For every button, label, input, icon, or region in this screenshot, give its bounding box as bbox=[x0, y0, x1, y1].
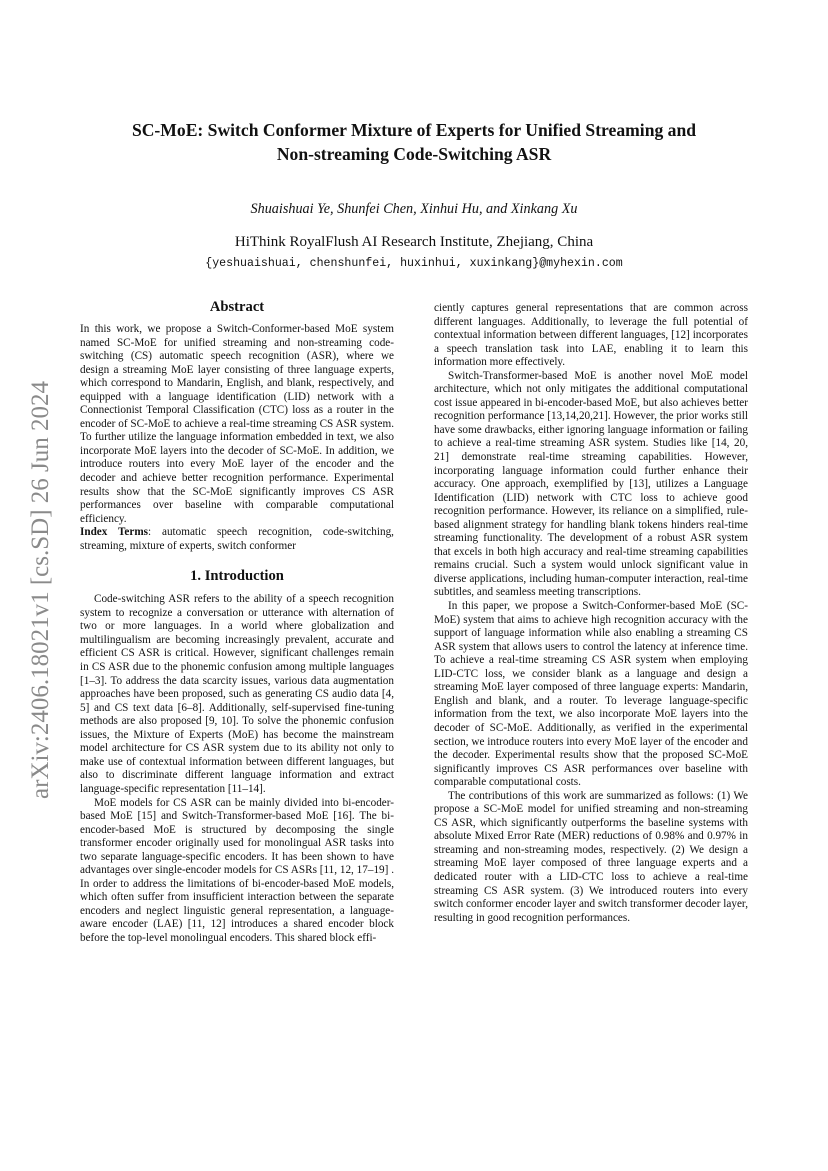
intro-paragraph: In this paper, we propose a Switch-Conformer-based MoE (SC-MoE) system that aims to achieve high recognition accuracy with the support of language information while also enabling a streaming CS ASR system that allows users to control the latency at inference time. To achieve a real-time streaming CS ASR system when employing LID-CTC loss, we consider blank as a language and design a streaming MoE layer composed of three language experts: Mandarin, English and blank, and a router. To leverage language-specific information from the text, we also incorporate MoE layers into the decoder of SC-MoE. Additionally, as verified in the experimental section, we introduce routers into every MoE layer of the encoder and the decoder. Experimental results show that the proposed SC-MoE significantly improves CS ASR performances over baseline with comparable computational costs. bbox=[434, 600, 748, 789]
contributions-paragraph: The contributions of this work are summarized as follows: (1) We propose a SC-MoE model for unified streaming and non-streaming CS ASR, which significantly outperforms the baseline systems with absolute Mixed Error Rate (MER) reductions of 0.98% and 0.97% in streaming and non-streaming modes, respectively. (2) We design a streaming MoE layer composed of three language experts and a dedicated router with a LID-CTC loss to achieve a real-time streaming CS ASR system. (3) We introduced routers into every switch conformer encoder layer and switch transformer decoder layer, resulting in good recognition performances. bbox=[434, 789, 748, 924]
title-line-1: SC-MoE: Switch Conformer Mixture of Experts for Unified Streaming and bbox=[131, 120, 697, 140]
index-terms-label: Index Terms bbox=[80, 526, 149, 539]
author-emails[interactable]: {yeshuaishuai, chenshunfei, huxinhui, xuxinkang}@myhexin.com bbox=[205, 257, 623, 270]
title-line-2: Non-streaming Code-Switching ASR bbox=[276, 144, 552, 164]
index-terms-text: : automatic speech recognition, code-switching, streaming, mixture of experts, switch conformer bbox=[80, 526, 394, 552]
affiliation: HiThink RoyalFlush AI Research Institute, Zhejiang, China bbox=[234, 234, 594, 250]
intro-paragraph: Switch-Transformer-based MoE is another novel MoE model architecture, which not only mitigates the additional computational cost issue appeared in bi-encoder-based MoE, but also achieves better recognition performance [13,14,20,21]. However, the prior works still have some drawbacks, either ignoring language information or failing to achieve a real-time streaming ASR system. Studies like [14, 20, 21] demonstrate real-time streaming capabilities. However, incorporating language information could further enhance their accuracy. One approach, exemplified by [13], utilizes a Language Identification (LID) network with CTC loss to achieve good recognition performance. However, its reliance on a simplified, rule-based alignment strategy for handling blank tokens hinders real-time streaming functionality. The development of a robust ASR system that excels in both high accuracy and real-time streaming capabilities remains crucial. Such a system would unlock significant value in diverse applications, including human-computer interaction, real-time subtitles, and seamless meeting transcriptions. bbox=[434, 369, 748, 599]
intro-paragraph: Code-switching ASR refers to the ability of a speech recognition system to recognize a conversation or utterance with alternation of two or more languages. In a world where globalization and multilingualism are becoming increasingly prevalent, accurate and efficient CS ASR is critical. However, significant challenges remain in CS ASR due to the phonemic confusion among multiple languages [1–3]. To address the data scarcity issues, various data augmentation approaches have been proposed, such as generating CS audio data [4, 5] and CS text data [6–8]. Additionally, self-supervised fine-tuning methods are also proposed [9, 10]. To solve the phonemic confusion issues, the Mixture of Experts (MoE) has become the mainstream model architecture for CS ASR system due to its ability not only to make use of contextual information between different languages, but also to discriminate different language information and extract language-specific representation [11–14]. bbox=[80, 593, 394, 795]
author-list: Shuaishuai Ye, Shunfei Chen, Xinhui Hu, and Xinkang Xu bbox=[250, 201, 578, 217]
right-column bbox=[434, 302, 748, 925]
introduction-heading: 1. Introduction bbox=[190, 568, 284, 585]
paper-title bbox=[60, 118, 768, 166]
intro-paragraph: MoE models for CS ASR can be mainly divided into bi-encoder-based MoE [15] and Switch-Transformer-based MoE [16]. The bi-encoder-based MoE is structured by decomposing the single transformer encoder originally used for monolingual ASR tasks into two separate language-specific encoders. It has been shown to have advantages over single-encoder models for CS ASRs [11, 12, 17–19] . In order to address the limitations of bi-encoder-based MoE models, which often suffer from insufficient interaction between the separate encoders and neglect linguistic general representation, a language-aware encoder (LAE) [11, 12] introduces a shared encoder block before the top-level monolingual encoders. This shared block effi- bbox=[80, 796, 394, 944]
intro-paragraph-continued: ciently captures general representations that are common across different languages. Additionally, to leverage the full potential of contextual information between different languages, [12] incorporates a speech translation task into LAE, enabling it to learn this information more effectively. bbox=[434, 302, 748, 369]
abstract-heading: Abstract bbox=[209, 299, 265, 315]
left-column bbox=[80, 298, 394, 946]
abstract-text: In this work, we propose a Switch-Conformer-based MoE system named SC-MoE for unified streaming and non-streaming code-switching (CS) automatic speech recognition (ASR), where we design a streaming MoE layer consisting of three language experts, which correspond to Mandarin, English, and blank, respectively, and equipped with a language identification (LID) network with a Connectionist Temporal Classification (CTC) loss as a router in the encoder of SC-MoE to achieve a real-time streaming CS ASR system. To further utilize the language information embedded in text, we also incorporate MoE layers into the decoder of SC-MoE. In addition, we introduce routers into every MoE layer of the encoder and the decoder and achieve better recognition performance. Experimental results show that the SC-MoE significantly improves CS ASR performances over baseline with comparable computational efficiency. bbox=[80, 323, 394, 525]
arxiv-stamp[interactable]: arXiv:2406.18021v1 [cs.SD] 26 Jun 2024 bbox=[27, 380, 54, 800]
index-terms bbox=[80, 526, 394, 553]
